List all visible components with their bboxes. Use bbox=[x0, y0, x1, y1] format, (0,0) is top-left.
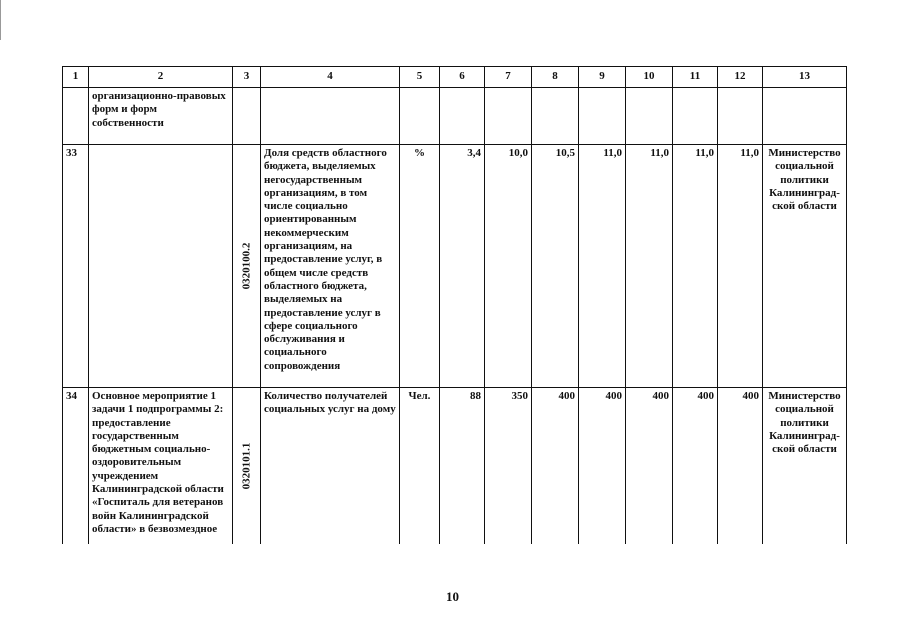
value-cell bbox=[718, 88, 763, 145]
code-cell bbox=[233, 145, 261, 388]
header-cell: 4 bbox=[261, 67, 400, 88]
table-row bbox=[63, 145, 847, 388]
indicators-table bbox=[62, 66, 847, 544]
code-cell bbox=[233, 388, 261, 545]
value-cell: 10,5 bbox=[532, 145, 579, 388]
responsible-cell: Министерство социальной политики Калининград-ской области bbox=[763, 145, 847, 388]
value-cell bbox=[673, 88, 718, 145]
code-cell bbox=[233, 88, 261, 145]
header-cell: 10 bbox=[626, 67, 673, 88]
value-cell: 400 bbox=[579, 388, 626, 545]
row-number-cell bbox=[63, 88, 89, 145]
value-cell: 400 bbox=[626, 388, 673, 545]
header-row bbox=[63, 67, 847, 88]
table-row bbox=[63, 388, 847, 545]
activity-cell: организационно-правовых форм и форм собственности bbox=[89, 88, 233, 145]
value-cell: 350 bbox=[485, 388, 532, 545]
indicator-cell: Доля средств областного бюджета, выделяемых негосударственным организациям, в том числе социально ориентированным некоммерческим организациям, на предоставление услуг, в общем числе средств областного бюджета, выделяемых на предоставление услуг в сфере социального обслуживания и социального сопровождения bbox=[261, 145, 400, 388]
value-cell: 10,0 bbox=[485, 145, 532, 388]
budget-code: 0320100.2 bbox=[239, 242, 252, 290]
responsible-cell bbox=[763, 88, 847, 145]
header-cell: 7 bbox=[485, 67, 532, 88]
header-cell: 12 bbox=[718, 67, 763, 88]
value-cell bbox=[485, 88, 532, 145]
value-cell bbox=[440, 88, 485, 145]
value-cell: 11,0 bbox=[718, 145, 763, 388]
responsible-cell: Министерство социальной политики Калининград-ской области bbox=[763, 388, 847, 545]
value-cell: 3,4 bbox=[440, 145, 485, 388]
row-number-cell: 34 bbox=[63, 388, 89, 545]
value-cell bbox=[532, 88, 579, 145]
header-cell: 13 bbox=[763, 67, 847, 88]
value-cell: 88 bbox=[440, 388, 485, 545]
value-cell: 11,0 bbox=[673, 145, 718, 388]
value-cell bbox=[579, 88, 626, 145]
value-cell: 11,0 bbox=[626, 145, 673, 388]
row-number-cell: 33 bbox=[63, 145, 89, 388]
value-cell: 400 bbox=[673, 388, 718, 545]
page-number: 10 bbox=[446, 589, 459, 604]
header-cell: 2 bbox=[89, 67, 233, 88]
unit-cell: Чел. bbox=[400, 388, 440, 545]
value-cell bbox=[626, 88, 673, 145]
header-cell: 3 bbox=[233, 67, 261, 88]
indicator-cell: Количество получателей социальных услуг на дому bbox=[261, 388, 400, 545]
activity-cell: Основное мероприятие 1 задачи 1 подпрограммы 2: предоставление государственным бюджетным социально-оздоровительным учреждением Калининградской области «Госпиталь для ветеранов войн Калининградской области» в безвозмездное bbox=[89, 388, 233, 545]
budget-code: 0320101.1 bbox=[239, 442, 252, 490]
header-cell: 11 bbox=[673, 67, 718, 88]
unit-cell: % bbox=[400, 145, 440, 388]
value-cell: 11,0 bbox=[579, 145, 626, 388]
indicator-cell bbox=[261, 88, 400, 145]
activity-cell bbox=[89, 145, 233, 388]
header-cell: 1 bbox=[63, 67, 89, 88]
unit-cell bbox=[400, 88, 440, 145]
header-cell: 6 bbox=[440, 67, 485, 88]
continuation-row bbox=[63, 88, 847, 145]
header-cell: 8 bbox=[532, 67, 579, 88]
value-cell: 400 bbox=[532, 388, 579, 545]
value-cell: 400 bbox=[718, 388, 763, 545]
header-cell: 9 bbox=[579, 67, 626, 88]
header-cell: 5 bbox=[400, 67, 440, 88]
scan-edge-mark bbox=[0, 0, 1, 40]
